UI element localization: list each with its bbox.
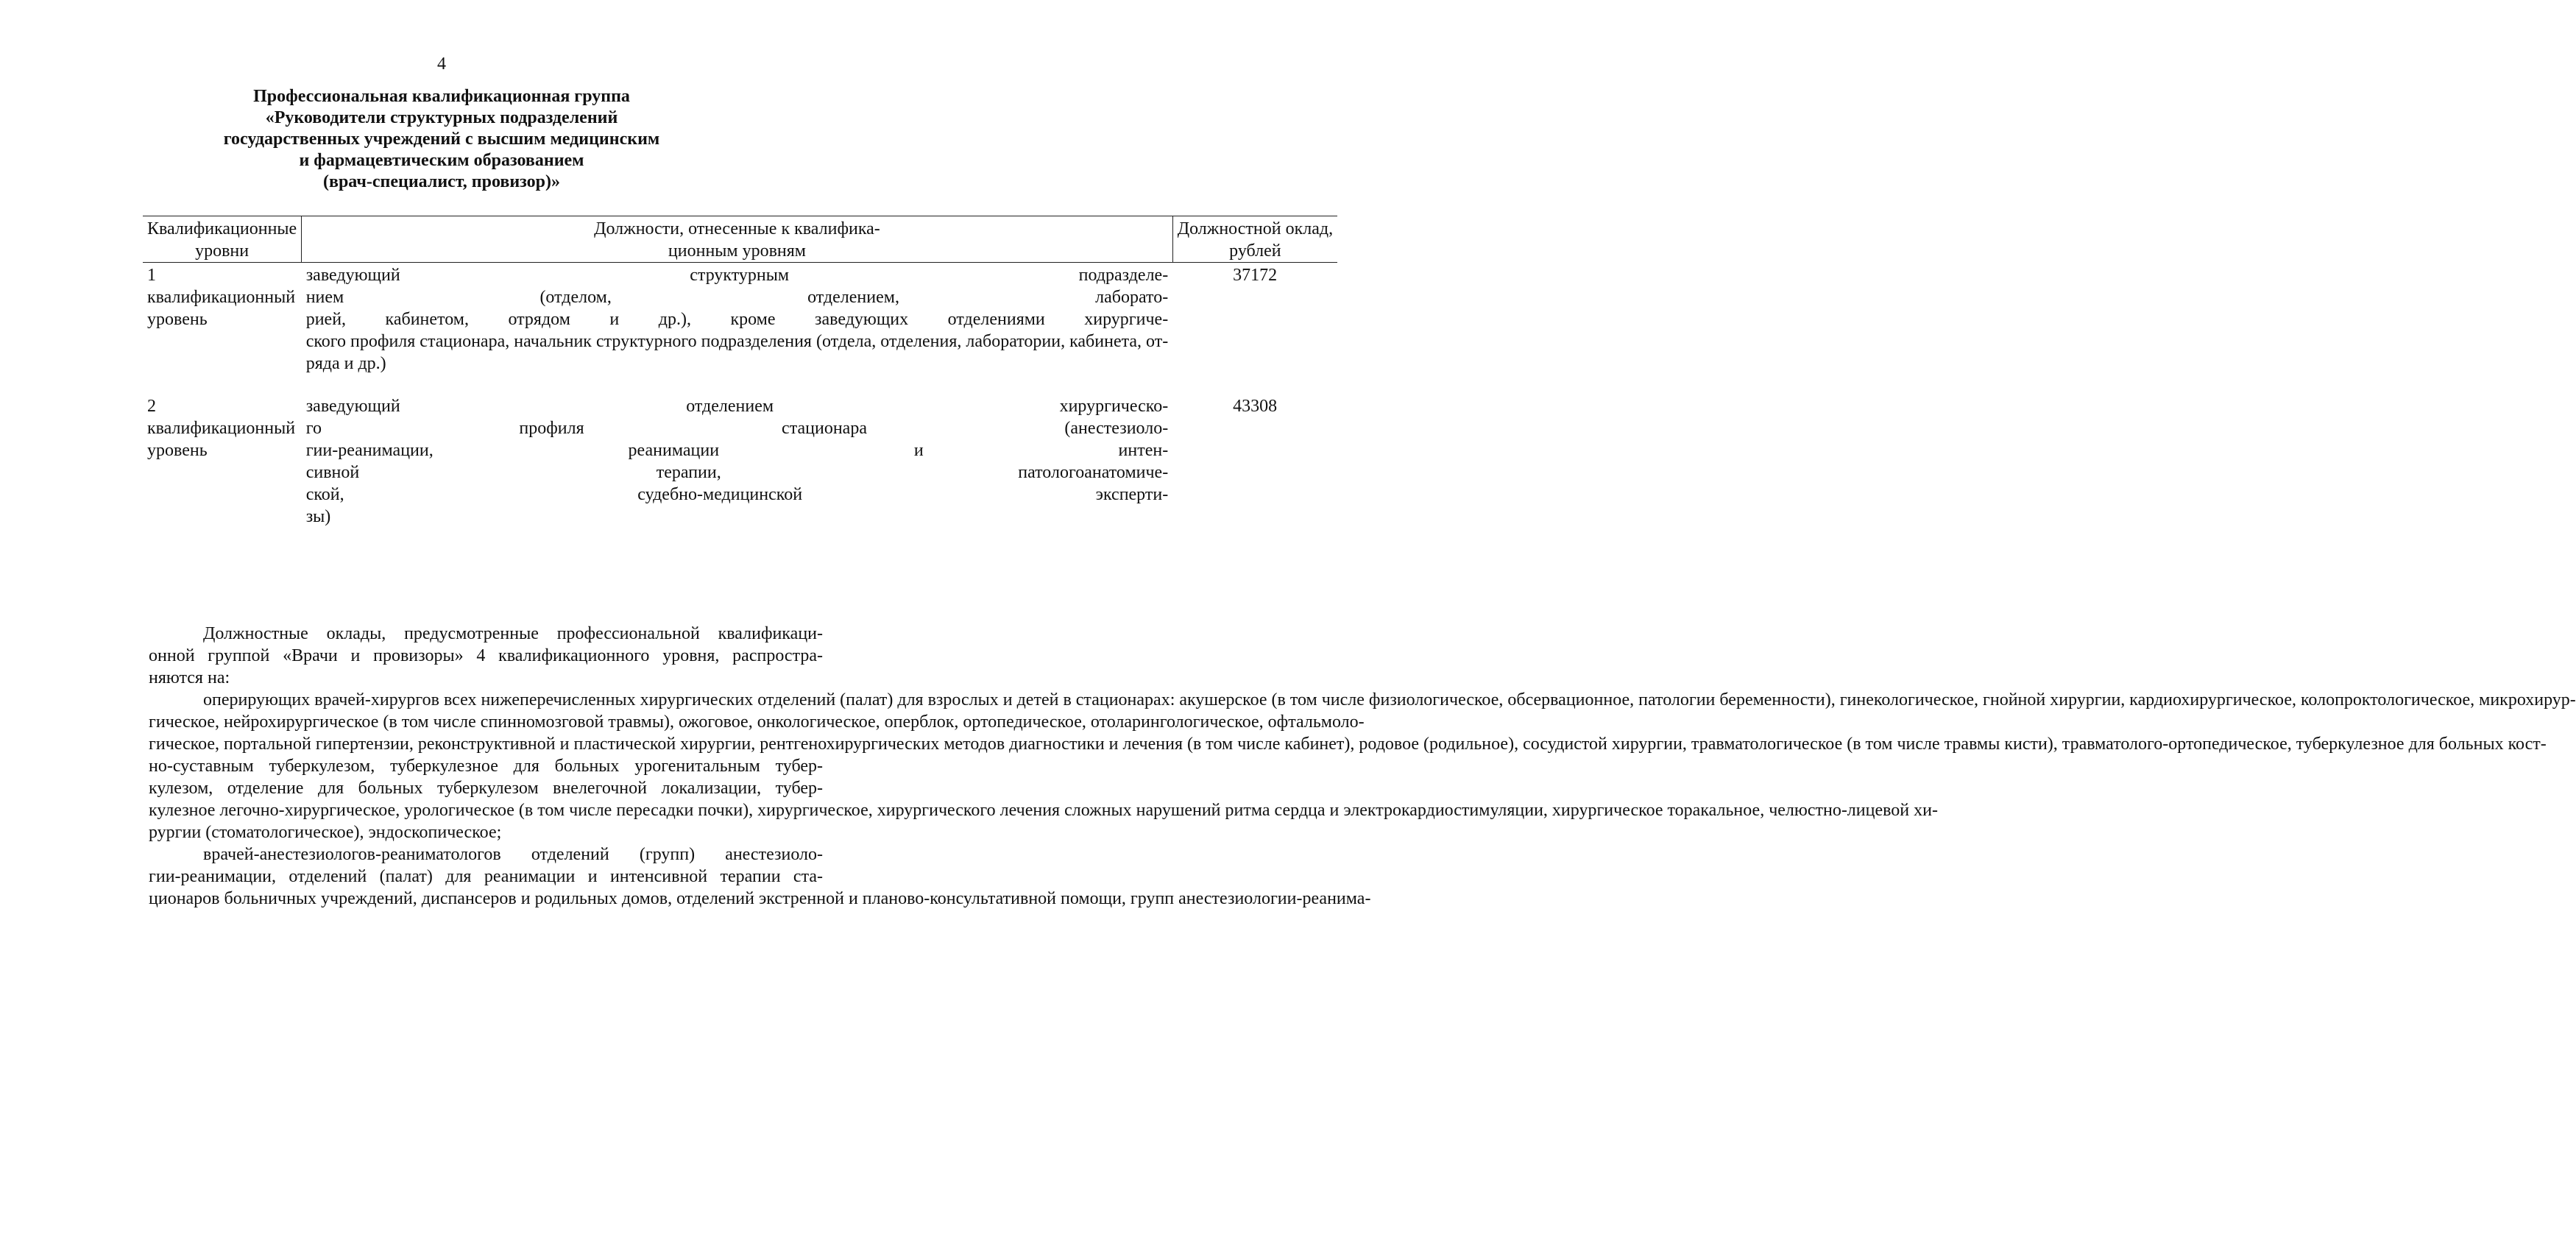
table-row <box>143 263 1337 394</box>
level-cell: 1 квалификационный уровень <box>147 266 296 329</box>
header-line: уровни <box>195 241 250 261</box>
header-levels <box>143 216 302 263</box>
text-line: сивной терапии, патологоанатомиче- <box>305 463 1169 482</box>
positions-cell <box>302 394 1173 547</box>
text-line: гии-реанимации, реанимации и интен- <box>305 441 1169 460</box>
text-line: гическое, портальной гипертензии, реконструктивной и пластической хирургии, рентгенохирургических методов диагностики и лечения (в том числе кабинет), родовое (родильное), сосудистой хирургии, травматологическое (в том числе травмы кисти), травматолого-ортопедическое, туберкулезное для больных кост- <box>149 735 2547 754</box>
text-line: онной группой «Врачи и провизоры» 4 квалификационного уровня, распростра- <box>149 646 823 665</box>
text-line: нием (отделом, отделением, лаборато- <box>305 288 1169 307</box>
text-line: го профиля стационара (анестезиоло- <box>305 419 1169 438</box>
title-line: и фармацевтическим образованием <box>299 151 584 170</box>
text-line: заведующий отделением хирургическо- <box>305 397 1169 416</box>
text-line: ского профиля стационара, начальник структурного подразделения (отдела, отделения, лаборатории, кабинета, от- <box>305 332 1169 351</box>
header-line: ционным уровням <box>668 241 806 261</box>
header-salary <box>1172 216 1337 263</box>
text-line: гическое, нейрохирургическое (в том числе спинномозговой травмы), ожоговое, онкологическое, оперблок, ортопедическое, отоларингологическое, офтальмоло- <box>149 712 1365 732</box>
paragraph <box>149 689 2576 843</box>
text-line: рургии (стоматологическое), эндоскопическое; <box>149 823 502 842</box>
title-line: (врач-специалист, провизор)» <box>322 172 560 191</box>
text-line: зы) <box>305 507 331 526</box>
header-line: Должности, отнесенные к квалифика- <box>594 219 880 238</box>
title-line: государственных учреждений с высшим медицинским <box>223 130 660 149</box>
salary-cell: 43308 <box>1233 397 1278 416</box>
header-line: Квалификационные <box>147 219 297 238</box>
text-line: ской, судебно-медицинской эксперти- <box>305 485 1169 504</box>
text-line: кулезом, отделение для больных туберкулезом внелегочной локализации, тубер- <box>149 779 823 798</box>
text-line: оперирующих врачей-хирургов всех нижеперечисленных хирургических отделений (палат) для взрослых и детей в стационарах: акушерское (в том числе физиологическое, обсервационное, патологии беременности), гинекологическое, гнойной хирургии, кардиохирургическое, колопроктологическое, микрохирур- <box>203 690 2576 710</box>
salary-cell: 37172 <box>1233 266 1278 285</box>
page-number: 4 <box>437 54 446 74</box>
text-line: ционаров больничных учреждений, диспансеров и родильных домов, отделений экстренной и планово-консультативной помощи, групп анестезиологии-реанима- <box>149 889 1371 908</box>
section-title <box>147 86 736 193</box>
text-line: ряда и др.) <box>305 354 386 373</box>
text-line: няются на: <box>149 668 230 687</box>
table-row <box>143 394 1337 547</box>
text-line: Должностные оклады, предусмотренные профессиональной квалификаци- <box>203 624 823 643</box>
text-line: гии-реанимации, отделений (палат) для реанимации и интенсивной терапии ста- <box>149 867 823 886</box>
text-line: кулезное легочно-хирургическое, урологическое (в том числе пересадки почки), хирургическое, хирургического лечения сложных нарушений ритма сердца и электрокардиостимуляции, хирургическое торакальное, челюстно-лицевой хи- <box>149 801 1938 820</box>
text-line: рией, кабинетом, отрядом и др.), кроме заведующих отделениями хирургиче- <box>305 310 1169 329</box>
header-line: Должностной оклад, <box>1177 219 1334 238</box>
body-text <box>149 623 2576 910</box>
text-line: врачей-анестезиологов-реаниматологов отделений (групп) анестезиоло- <box>203 845 823 864</box>
paragraph <box>149 843 1371 910</box>
paragraph <box>149 623 823 689</box>
level-cell: 2 квалификационный уровень <box>147 397 296 460</box>
text-line: но-суставным туберкулезом, туберкулезное для больных урогенитальным тубер- <box>149 757 823 776</box>
header-line: рублей <box>1229 241 1281 261</box>
positions-cell <box>302 263 1173 394</box>
qualification-table <box>143 216 1337 547</box>
title-line: «Руководители структурных подразделений <box>265 108 618 127</box>
table-header-row <box>143 216 1337 263</box>
title-line: Профессиональная квалификационная группа <box>253 87 630 106</box>
text-line: заведующий структурным подразделе- <box>305 266 1169 285</box>
header-positions <box>302 216 1173 263</box>
